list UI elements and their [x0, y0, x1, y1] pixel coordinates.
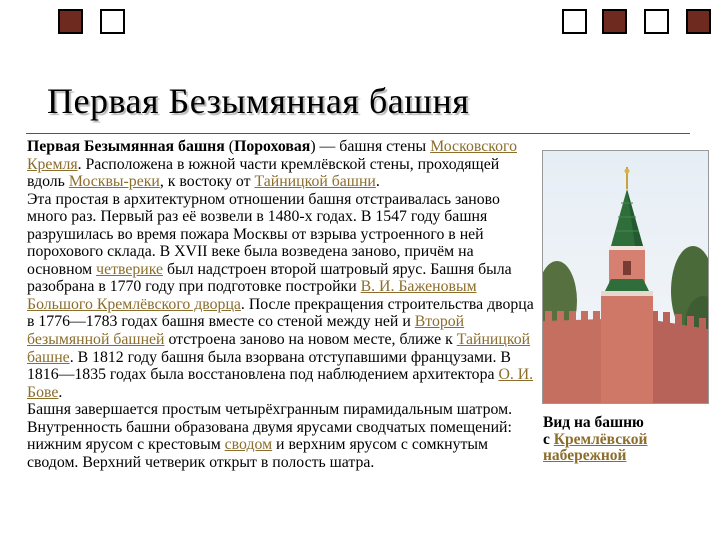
- text-run: отстроена заново на новом месте, ближе к: [164, 331, 457, 349]
- decorative-square: [602, 9, 627, 34]
- title-divider: [26, 133, 690, 134]
- decorative-square: [686, 9, 711, 34]
- photo-caption: [543, 415, 713, 465]
- paragraph-history: [27, 191, 537, 402]
- link-grand-kremlin-palace[interactable]: Большого Кремлёвского дворца: [27, 295, 241, 313]
- text-run: с: [543, 430, 554, 448]
- text-run: Башня завершается простым четырёхгранным пирамидальным шатром. Внутренность башни образована двумя ярусами сводчатых помещений: нижним ярусом с крестовым: [27, 401, 513, 454]
- link-taynitskaya-tower-2[interactable]: Тайницкой башне: [27, 331, 531, 366]
- link-taynitskaya-tower[interactable]: Тайницкой башни: [254, 173, 376, 191]
- link-second-nameless-tower[interactable]: Второй безымянной башней: [27, 313, 465, 349]
- text-run: и верхним ярусом с сомкнутым сводом. Верхний четверик открыт в полость шатра.: [27, 436, 488, 471]
- caption-line-2: [543, 432, 713, 449]
- paragraph-structure: [27, 401, 537, 471]
- decorative-square: [644, 9, 669, 34]
- decorative-square: [562, 9, 587, 34]
- article-text: [27, 138, 537, 471]
- alt-name-bold: Пороховая: [234, 138, 311, 155]
- tower-name-bold: Первая Безымянная башня: [27, 138, 225, 155]
- caption-line-1: Вид на башню: [543, 414, 644, 431]
- text-run: .: [58, 383, 63, 401]
- text-run: был надстроен второй шатровый ярус. Башня была разобрана в 1770 году при подготовке постройки: [27, 260, 512, 296]
- caption-line-3: [543, 448, 713, 465]
- text-run: , к востоку от: [159, 173, 255, 191]
- text-run: . После прекращения строительства дворца в 1776—1783 годах башня вместе со стеной между ней и: [27, 295, 534, 331]
- text-run: (: [224, 138, 235, 155]
- text-run: ) — башня стены: [310, 138, 431, 155]
- link-moskva-river[interactable]: Москвы-реки: [68, 173, 160, 191]
- link-chetverik[interactable]: четверике: [96, 260, 164, 278]
- text-run: . В 1812 году башня была взорвана отступавшими французами. В 1816—1835 годах была восстановлена под наблюдением архитектора: [27, 348, 511, 384]
- paragraph-intro: [27, 138, 537, 191]
- link-kremlin-embankment-2[interactable]: набережной: [543, 447, 627, 464]
- text-run: .: [375, 173, 380, 191]
- text-run: Эта простая в архитектурном отношении башня отстраивалась заново много раз. Первый раз её возвели в 1480-х годах. В 1547 году башня разрушилась во время пожара Москвы от взрыва устроенного в ней порохового склада. В XVII веке была возведена заново, причём на основном: [27, 190, 500, 278]
- link-bazhenov[interactable]: В. И. Баженовым: [360, 278, 477, 296]
- slide-title: Первая Безымянная башня: [47, 81, 470, 121]
- link-bove[interactable]: О. И. Бове: [27, 366, 534, 401]
- tower-illustration: [543, 151, 708, 403]
- text-run: . Расположена в южной части кремлёвской стены, проходящей вдоль: [27, 155, 500, 191]
- decorative-squares-row: [0, 9, 720, 37]
- link-vault[interactable]: сводом: [224, 436, 273, 454]
- decorative-square: [58, 9, 83, 34]
- decorative-square: [100, 9, 125, 34]
- link-kremlin-embankment[interactable]: Кремлёвской: [553, 430, 648, 448]
- tower-photo: [542, 150, 709, 404]
- link-moscow-kremlin[interactable]: Московского Кремля: [27, 138, 517, 173]
